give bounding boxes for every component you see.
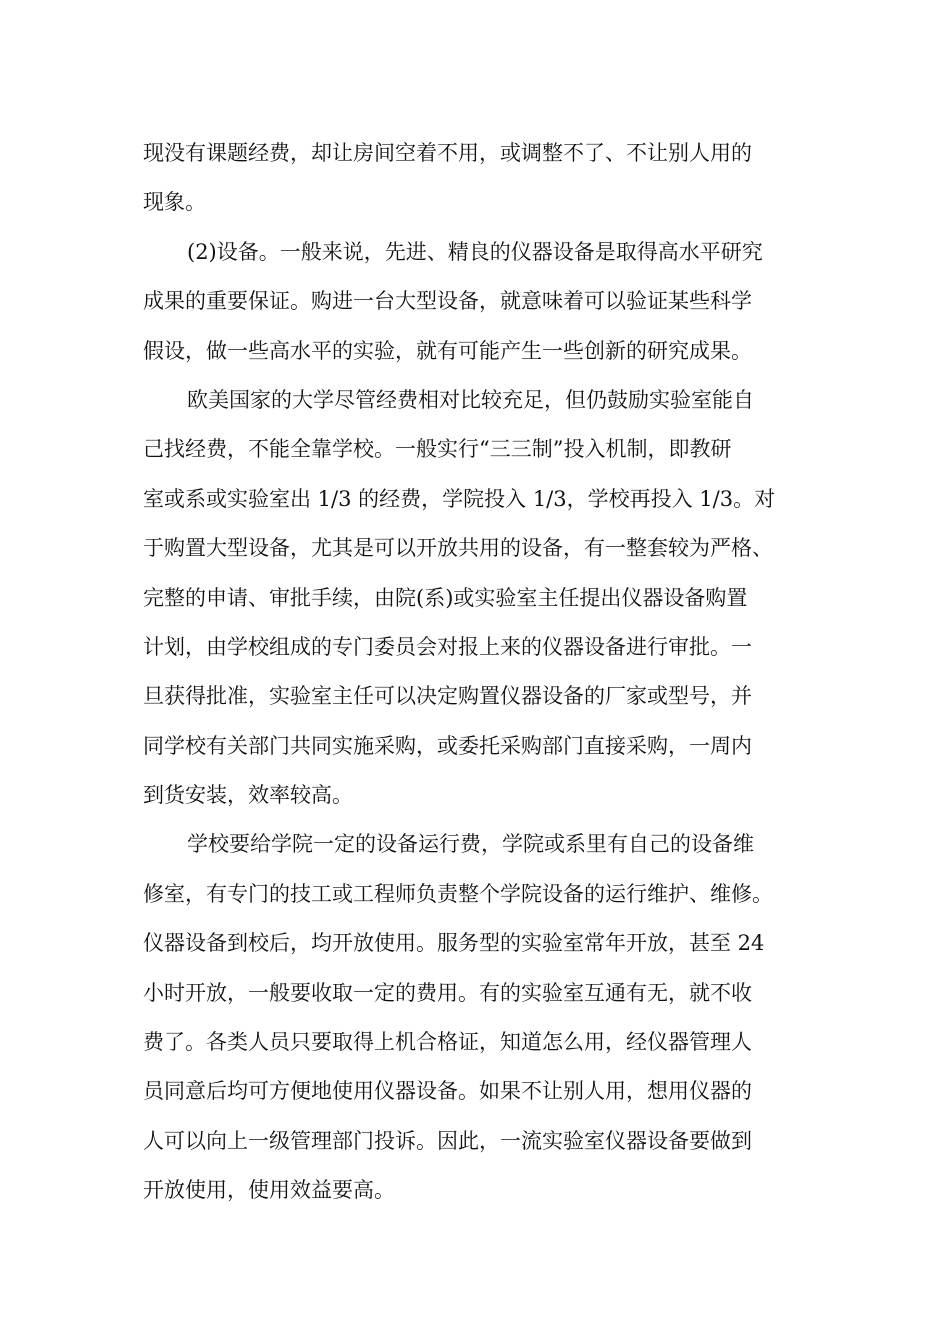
text-line: 修室，有专门的技工或工程师负责整个学院设备的运行维护、维修。	[143, 881, 773, 906]
text-line: 假设，做一些高水平的实验，就有可能产生一些创新的研究成果。	[143, 338, 752, 363]
text-line: 仪器设备到校后，均开放使用。服务型的实验室常年开放，甚至 24	[143, 931, 765, 956]
text-line: 现象。	[143, 190, 206, 215]
text-line: 室或系或实验室出 1/3 的经费，学院投入 1/3，学校再投入 1/3。对	[143, 486, 776, 511]
text-line: 完整的申请、审批手续，由院(系)或实验室主任提出仪器设备购置	[143, 585, 748, 610]
text-line: 员同意后均可方便地使用仪器设备。如果不让别人用，想用仪器的	[143, 1079, 752, 1104]
paragraph-first-line: (2)设备。一般来说，先进、精良的仪器设备是取得高水平研究	[187, 239, 763, 264]
text-line: 成果的重要保证。购进一台大型设备，就意味着可以验证某些科学	[143, 289, 752, 314]
paragraph-first-line: 欧美国家的大学尽管经费相对比较充足，但仍鼓励实验室能自	[187, 387, 754, 412]
body-text	[143, 129, 811, 1216]
paragraph-first-line: 学校要给学院一定的设备运行费，学院或系里有自己的设备维	[187, 832, 754, 857]
text-line: 己找经费，不能全靠学校。一般实行“三三制”投入机制，即教研	[143, 437, 732, 462]
text-line: 人可以向上一级管理部门投诉。因此，一流实验室仪器设备要做到	[143, 1128, 752, 1153]
text-line: 小时开放，一般要收取一定的费用。有的实验室互通有无，就不收	[143, 980, 752, 1005]
text-line: 开放使用，使用效益要高。	[143, 1178, 395, 1203]
text-line: 现没有课题经费，却让房间空着不用，或调整不了、不让别人用的	[143, 141, 752, 165]
text-line: 旦获得批准，实验室主任可以决定购置仪器设备的厂家或型号，并	[143, 684, 752, 709]
text-line: 到货安装，效率较高。	[143, 783, 353, 808]
text-line: 费了。各类人员只要取得上机合格证，知道怎么用，经仪器管理人	[143, 1030, 752, 1055]
text-line: 于购置大型设备，尤其是可以开放共用的设备，有一整套较为严格、	[143, 536, 773, 561]
text-line: 同学校有关部门共同实施采购，或委托采购部门直接采购，一周内	[143, 733, 752, 758]
text-line: 计划，由学校组成的专门委员会对报上来的仪器设备进行审批。一	[143, 634, 752, 659]
